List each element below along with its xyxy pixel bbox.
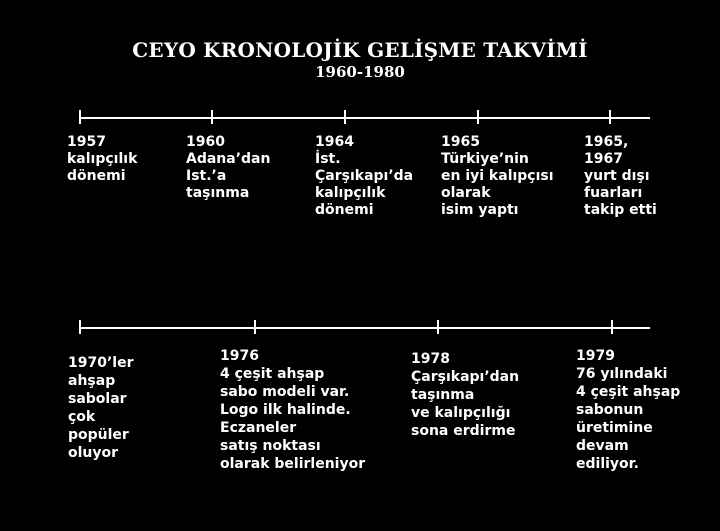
timeline-event-1978: 1978 Çarşıkapı’dan taşınma ve kalıpçılığı sona erdirme bbox=[411, 351, 520, 439]
timeline-event-1965: 1965 Türkiye’nin en iyi kalıpçısı olarak isim yaptı bbox=[441, 134, 554, 218]
timeline-top-tick bbox=[211, 110, 213, 124]
timeline-bottom-axis bbox=[79, 327, 650, 329]
timeline-bottom-tick bbox=[437, 320, 439, 334]
timeline-event-1960: 1960 Adana’dan Ist.’a taşınma bbox=[186, 134, 271, 201]
timeline-bottom-tick bbox=[254, 320, 256, 334]
timeline-top-tick bbox=[477, 110, 479, 124]
timeline-event-1964: 1964 İst. Çarşıkapı’da kalıpçılık dönemi bbox=[315, 134, 414, 218]
timeline-top-tick bbox=[609, 110, 611, 124]
timeline-top-tick bbox=[79, 110, 81, 124]
timeline-top-tick bbox=[344, 110, 346, 124]
timeline-event-1976: 1976 4 çeşit ahşap sabo modeli var. Logo ilk halinde. Eczaneler satış noktası olarak belirleniyor bbox=[220, 348, 366, 472]
timeline-top-axis bbox=[79, 117, 650, 119]
timeline-event-1970s: 1970’ler ahşap sabolar çok popüler oluyor bbox=[68, 355, 134, 461]
timeline-bottom-tick bbox=[79, 320, 81, 334]
page-title: CEYO KRONOLOJİK GELİŞME TAKVİMİ bbox=[132, 38, 588, 62]
page-subtitle: 1960-1980 bbox=[315, 63, 405, 81]
timeline-event-1979: 1979 76 yılındaki 4 çeşit ahşap sabonun üretimine devam ediliyor. bbox=[576, 348, 681, 472]
timeline-event-1965-1967: 1965, 1967 yurt dışı fuarları takip etti bbox=[584, 134, 657, 218]
timeline-event-1957: 1957 kalıpçılık dönemi bbox=[67, 134, 138, 184]
timeline-bottom-tick bbox=[611, 320, 613, 334]
